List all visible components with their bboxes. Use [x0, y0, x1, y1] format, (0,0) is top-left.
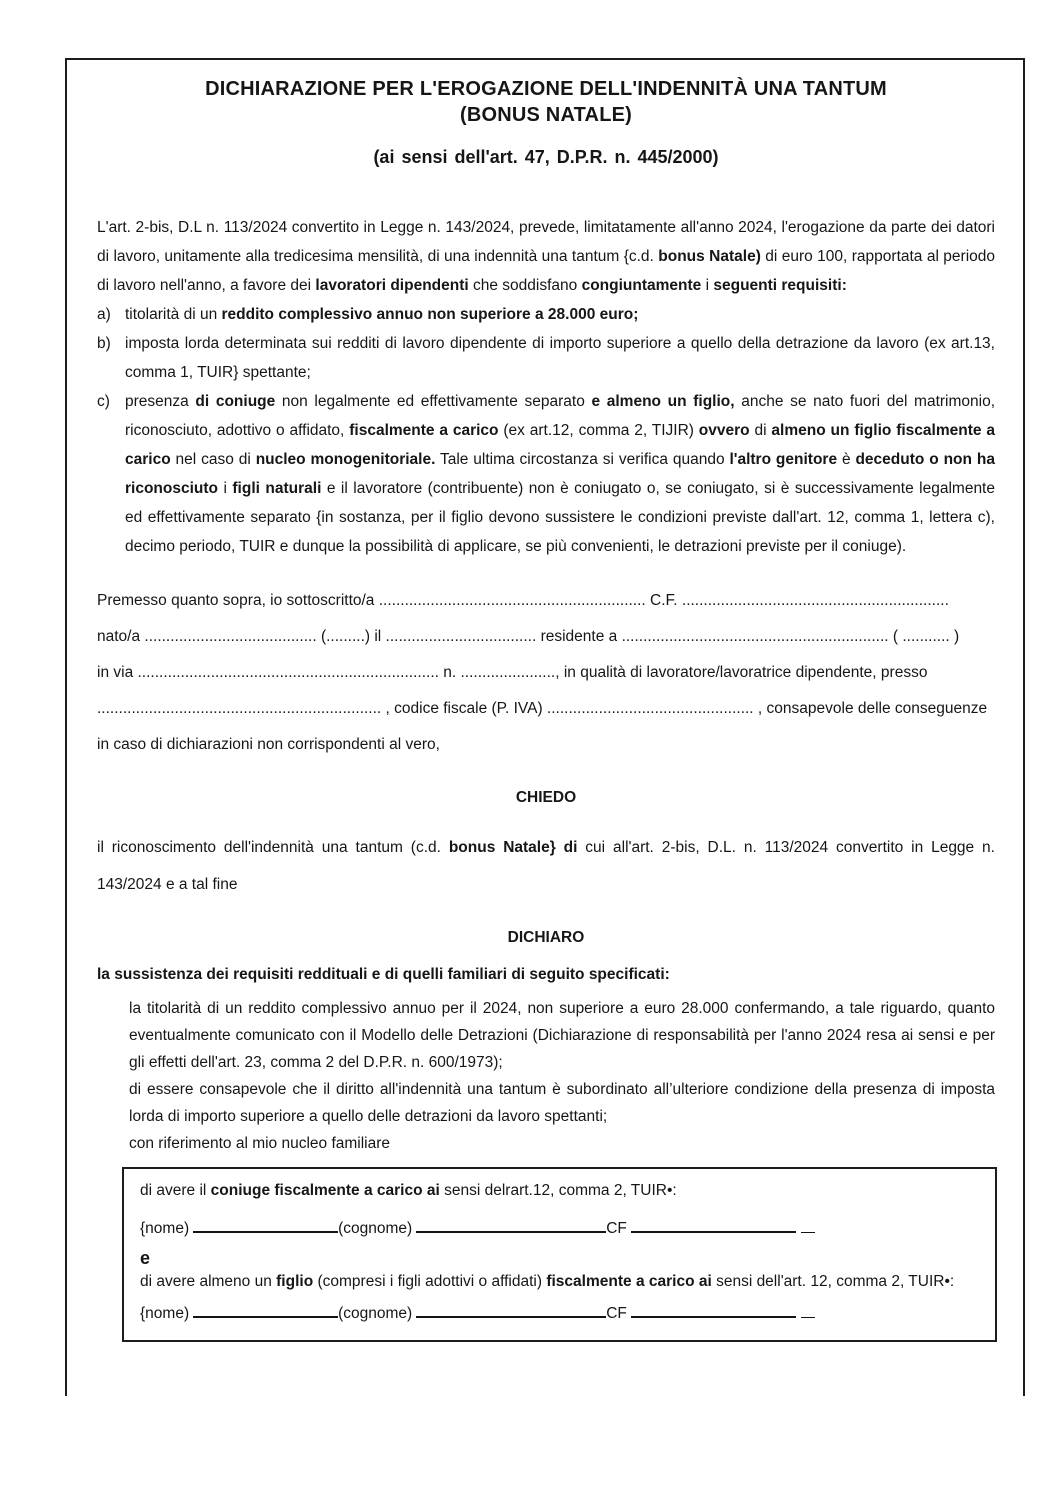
document-subtitle: (ai sensi dell'art. 47, D.P.R. n. 445/2000) [373, 147, 719, 167]
cognome-blank-line [416, 1216, 606, 1233]
cf-blank-line [631, 1216, 796, 1233]
cf-blank-line [631, 1301, 796, 1318]
family-declaration-box [122, 1167, 997, 1342]
requirement-label-b: b) [97, 335, 111, 352]
requirement-item-b [97, 329, 995, 387]
cf-label: CF [606, 1220, 627, 1237]
premesso-line-3: in via ...................................................................... n. ......................, in qualità di lavoratore/lavoratrice dipendente, presso [97, 664, 928, 681]
dichiaro-heading: DICHIARO [507, 929, 585, 946]
premesso-line-5: in caso di dichiarazioni non corrispondenti al vero, [97, 736, 440, 753]
premesso-line-2: nato/a ........................................ (.........) il ................................... residente a .............................................................. ( ........... ) [97, 628, 960, 645]
requirement-text-a: titolarità di un reddito complessivo annuo non superiore a 28.000 euro; [125, 306, 639, 323]
document-page [65, 58, 1025, 1396]
requirement-text-b: imposta lorda determinata sui redditi di lavoro dipendente di importo superiore a quello della detrazione da lavoro (ex art.13, comma 1, TUIR} spettante; [125, 335, 995, 381]
requirement-item-a [97, 300, 995, 329]
dichiaro-item-family: con riferimento al mio nucleo familiare [129, 1135, 391, 1152]
cf-blank-line-tail [801, 1302, 815, 1318]
nome-blank-line [193, 1301, 338, 1318]
requirement-item-c [97, 387, 995, 561]
nome-blank-line [193, 1216, 338, 1233]
dichiaro-item-income: la titolarità di un reddito complessivo annuo per il 2024, non superiore a euro 28.000 confermando, a tale riguardo, quanto eventualmente comunicato con il Modello delle Detrazioni (Dichiarazione di responsabilità per l'anno 2024 resa ai sensi e per gli effetti dell'art. 23, comma 2 del D.P.R. n. 600/1973); [129, 1000, 995, 1071]
nome-label: {nome) [140, 1220, 190, 1237]
dichiaro-items [97, 995, 995, 1157]
declarant-identification-block [97, 583, 995, 763]
requirement-text-c: presenza di coniuge non legalmente ed effettivamente separato e almeno un figlio, anche se nato fuori del matrimonio, riconosciuto, adottivo o affidato, fiscalmente a carico (ex art.12, comma 2, TIJIR) ovvero di almeno un figlio fiscalmente a carico nel caso di nucleo monogenitoriale. Tale ultima circostanza si verifica quando l'altro genitore è deceduto o non ha riconosciuto i figli naturali e il lavoratore (contribuente) non è coniugato o, se coniugato, si è successivamente legalmente ed effettivamente separato {in sostanza, per il figlio devono sussistere le condizioni previste dall'art. 12, comma 1, lettera c), decimo periodo, TUIR e dunque la possibilità di applicare, se più convenienti, le detrazioni previste per il coniuge). [125, 393, 996, 555]
spouse-fill-row [140, 1216, 979, 1242]
chiedo-paragraph: il riconoscimento dell'indennità una tantum (c.d. bonus Natale} di cui all'art. 2-bis, D.L. n. 113/2024 convertito in Legge n. 143/2024 e a tal fine [97, 839, 995, 893]
nome-label: {nome) [140, 1305, 190, 1322]
chiedo-heading: CHIEDO [515, 789, 577, 806]
child-fill-row [140, 1301, 979, 1327]
spouse-declaration: di avere il coniuge fiscalmente a carico ai sensi delrart.12, comma 2, TUIR•: [140, 1182, 677, 1199]
requirements-list [97, 300, 995, 561]
dichiaro-item-gross-tax: di essere consapevole che il diritto all'indennità una tantum è subordinato all’ulteriore condizione della presenza di imposta lorda di importo superiore a quello delle detrazioni da lavoro spettanti; [129, 1081, 995, 1125]
premesso-line-4: .................................................................. , codice fiscale (P. IVA) ................................................ , consapevole delle conseguenze [97, 700, 988, 717]
child-declaration: di avere almeno un figlio (compresi i figli adottivi o affidati) fiscalmente a carico ai sensi dell'art. 12, comma 2, TUIR•: [140, 1273, 955, 1290]
cf-label: CF [606, 1305, 627, 1322]
cf-blank-line-tail [801, 1217, 815, 1233]
requirement-label-c: c) [97, 393, 110, 410]
cognome-label: (cognome) [338, 1305, 413, 1322]
cognome-label: (cognome) [338, 1220, 413, 1237]
cognome-blank-line [416, 1301, 606, 1318]
premesso-line-1: Premesso quanto sopra, io sottoscritto/a .............................................................. C.F. .............................................................. [97, 592, 949, 609]
document-title [97, 76, 995, 128]
intro-paragraph: L'art. 2-bis, D.L n. 113/2024 convertito in Legge n. 143/2024, prevede, limitatamente all'anno 2024, l'erogazione da parte dei datori di lavoro, unitamente alla tredicesima mensilità, di una indennità una tantum {c.d. bonus Natale) di euro 100, rapportata al periodo di lavoro nell'anno, a favore dei lavoratori dipendenti che soddisfano congiuntamente i seguenti requisiti: [97, 219, 996, 294]
document-title-line2: (BONUS NATALE) [459, 104, 633, 126]
e-conjunction: e [140, 1248, 151, 1268]
dichiaro-lead: la sussistenza dei requisiti reddituali e di quelli familiari di seguito specificati: [97, 966, 670, 983]
document-title-line1: DICHIARAZIONE PER L'EROGAZIONE DELL'INDENNITÀ UNA TANTUM [205, 78, 887, 100]
requirement-label-a: a) [97, 306, 111, 323]
